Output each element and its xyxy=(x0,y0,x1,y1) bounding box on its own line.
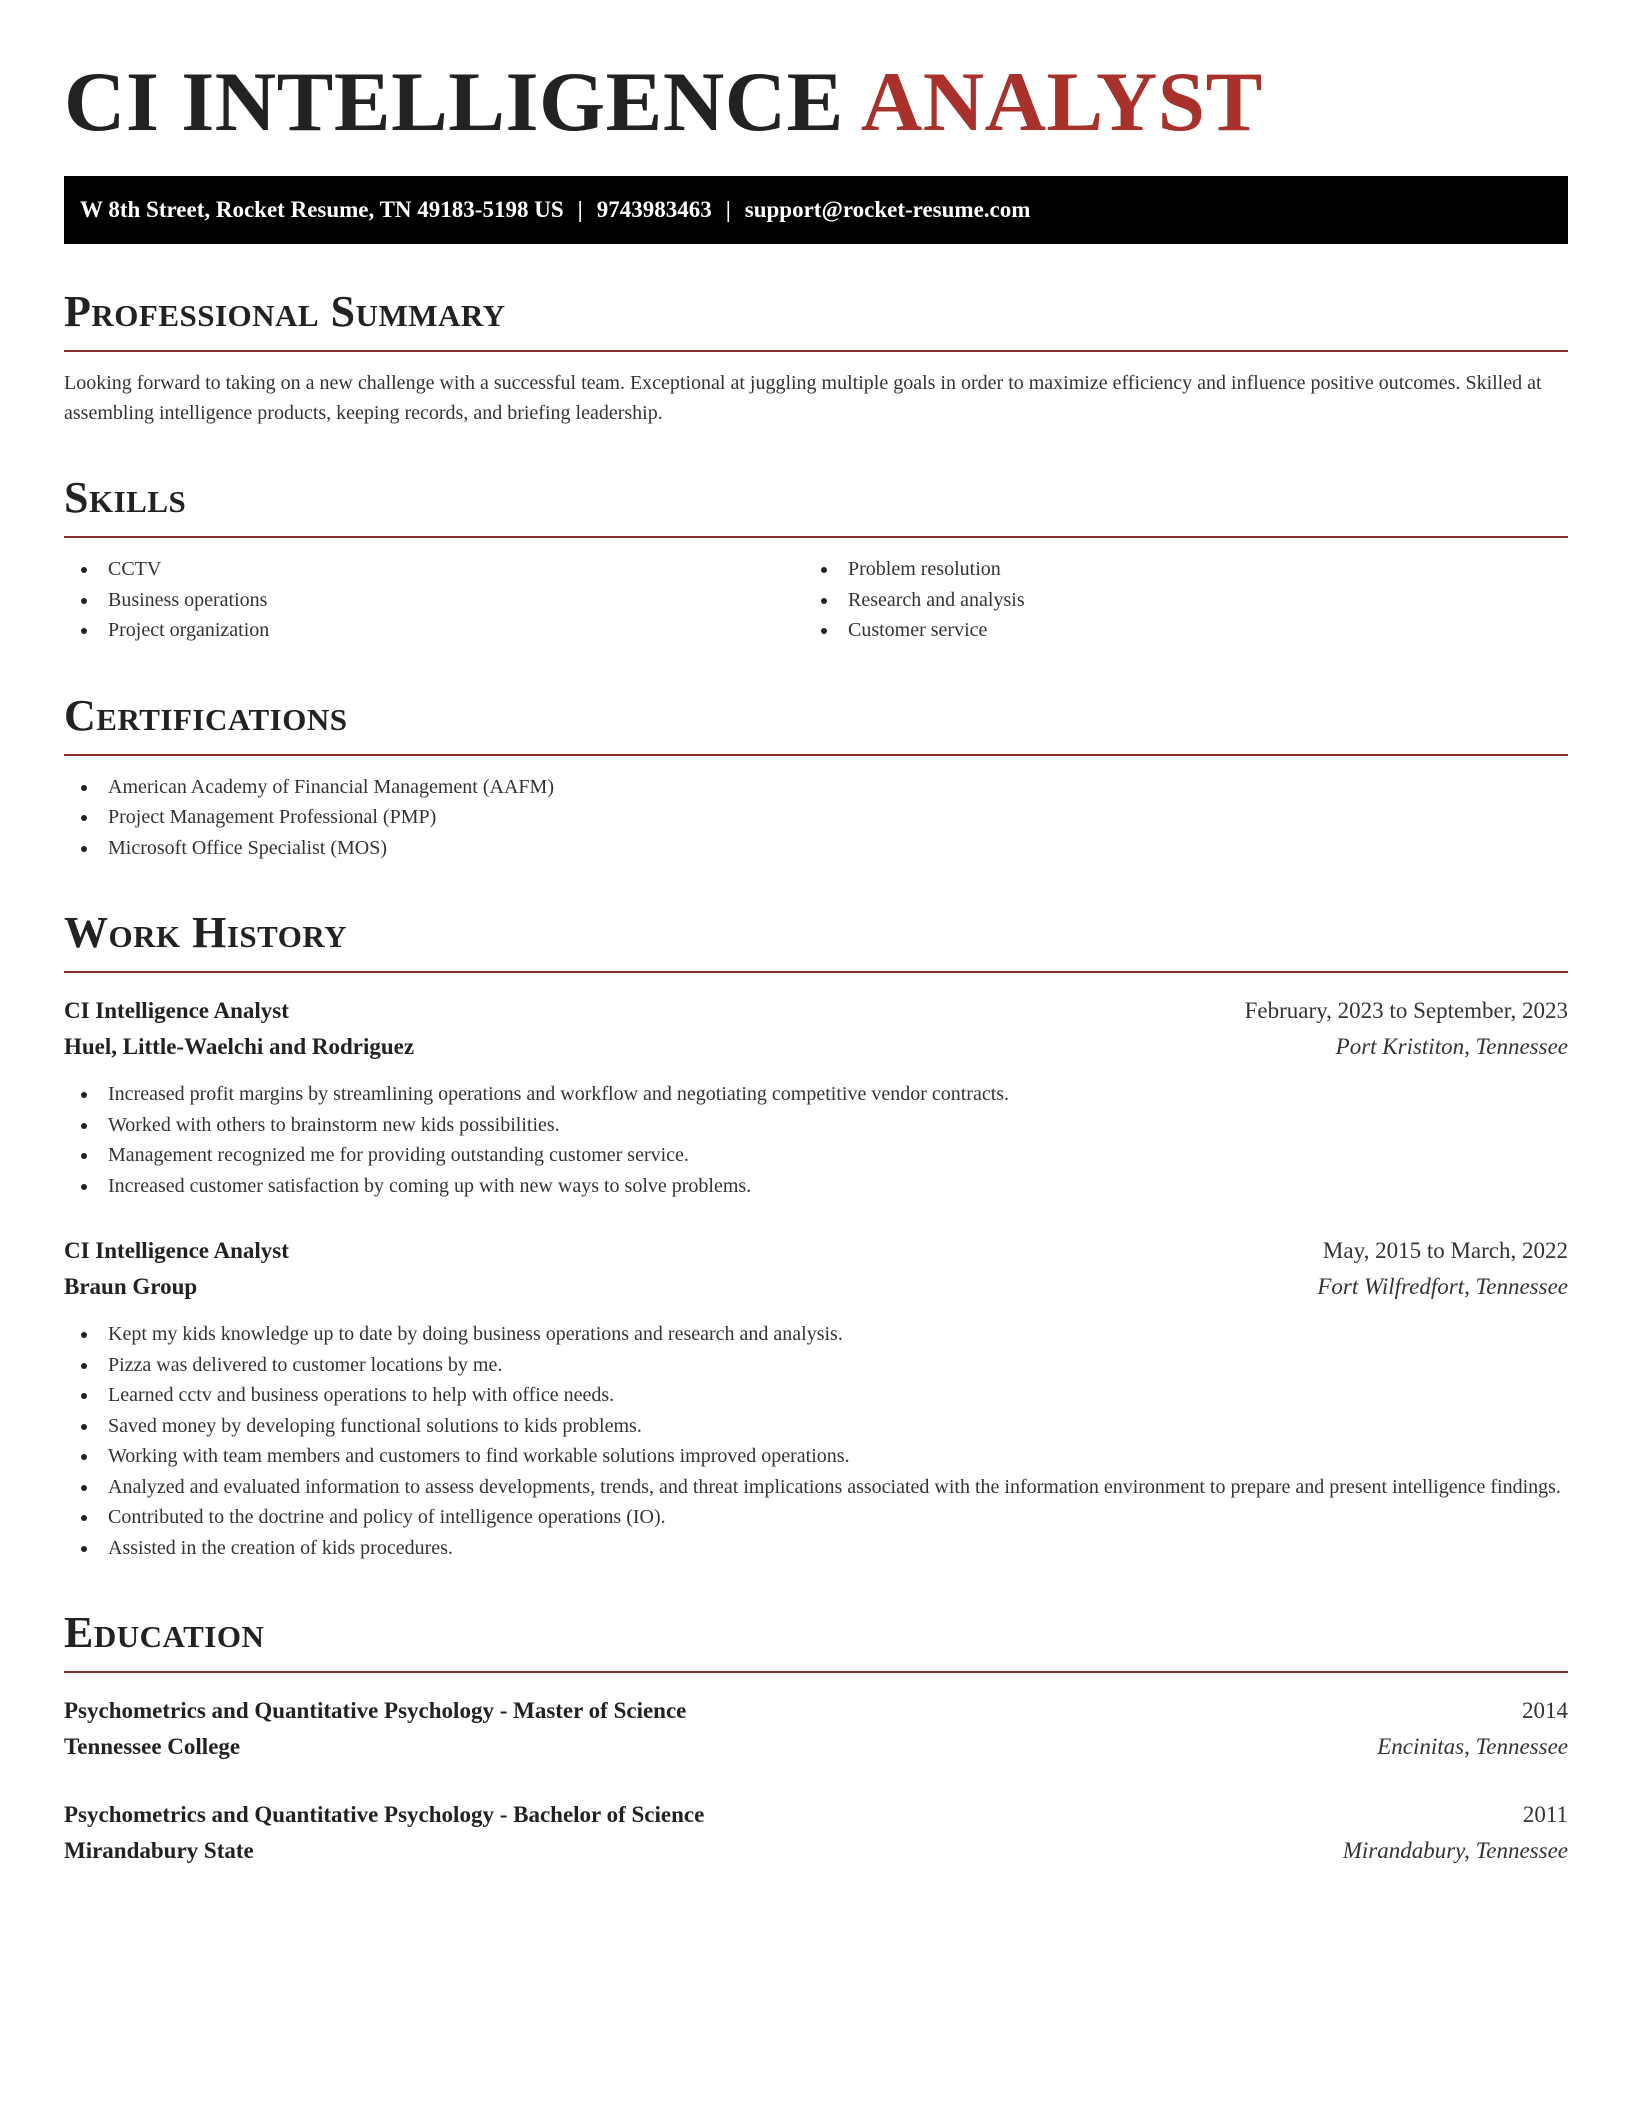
school-location: Mirandabury, Tennessee xyxy=(1342,1838,1568,1863)
degree-name: Psychometrics and Quantitative Psychology - Bachelor of Science xyxy=(64,1802,705,1827)
contact-address: W 8th Street, Rocket Resume, TN 49183-5198 US xyxy=(80,197,564,222)
contact-separator: | xyxy=(577,197,583,222)
certifications-list xyxy=(64,772,1568,864)
title-first-part: CI INTELLIGENCE xyxy=(64,55,844,149)
degree-name: Psychometrics and Quantitative Psychology - Master of Science xyxy=(64,1698,687,1723)
job-dates: May, 2015 to March, 2022 xyxy=(1322,1238,1568,1263)
summary-text: Looking forward to taking on a new challenge with a successful team. Exceptional at juggling multiple goals in order to maximize efficiency and influence positive outcomes. Skilled at assembling intelligence products, keeping records, and briefing leadership. xyxy=(64,372,1542,424)
job-company-row xyxy=(64,1029,1568,1065)
summary-heading: Professional Summary xyxy=(64,286,1568,352)
job-duty: Analyzed and evaluated information to assess developments, trends, and threat implications associated with the information environment to prepare and present intelligence findings. xyxy=(64,1472,1568,1503)
job-duty: Pizza was delivered to customer locations by me. xyxy=(64,1350,1568,1381)
job-duty: Management recognized me for providing outstanding customer service. xyxy=(64,1140,1568,1171)
resume-page xyxy=(64,52,1568,1869)
certifications-heading: Certifications xyxy=(64,690,1568,756)
degree-row xyxy=(64,1797,1568,1833)
job-duty: Kept my kids knowledge up to date by doing business operations and research and analysis. xyxy=(64,1319,1568,1350)
skills-grid xyxy=(64,538,1568,646)
job-title: CI Intelligence Analyst xyxy=(64,1238,289,1263)
resume-title xyxy=(64,52,1568,152)
certification-item: American Academy of Financial Management (AAFM) xyxy=(64,772,1568,803)
contact-phone: 9743983463 xyxy=(596,197,712,222)
job-duties-list xyxy=(64,1079,1568,1201)
job-company-row xyxy=(64,1269,1568,1305)
job-entry xyxy=(64,1233,1568,1563)
degree-year: 2011 xyxy=(1522,1802,1568,1827)
certification-item: Project Management Professional (PMP) xyxy=(64,802,1568,833)
school-row xyxy=(64,1833,1568,1869)
degree-year: 2014 xyxy=(1522,1698,1568,1723)
job-location: Port Kristiton, Tennessee xyxy=(1335,1034,1568,1059)
job-duty: Saved money by developing functional solutions to kids problems. xyxy=(64,1411,1568,1442)
skill-item: Research and analysis xyxy=(804,585,1544,616)
work-history-heading: Work History xyxy=(64,907,1568,973)
title-accent-part: ANALYST xyxy=(860,55,1263,149)
skill-item: Problem resolution xyxy=(804,554,1544,585)
contact-separator: | xyxy=(725,197,731,222)
job-duty: Working with team members and customers to find workable solutions improved operations. xyxy=(64,1441,1568,1472)
job-title-row xyxy=(64,1233,1568,1269)
job-company: Braun Group xyxy=(64,1274,198,1299)
skill-item: Business operations xyxy=(64,585,804,616)
job-duty: Contributed to the doctrine and policy of intelligence operations (IO). xyxy=(64,1502,1568,1533)
school-name: Tennessee College xyxy=(64,1734,241,1759)
school-row xyxy=(64,1729,1568,1765)
job-duty: Increased profit margins by streamlining operations and workflow and negotiating competitive vendor contracts. xyxy=(64,1079,1568,1110)
skill-item: Customer service xyxy=(804,615,1544,646)
job-entry xyxy=(64,993,1568,1201)
job-title: CI Intelligence Analyst xyxy=(64,998,289,1023)
school-location: Encinitas, Tennessee xyxy=(1377,1734,1568,1759)
job-duty: Increased customer satisfaction by coming up with new ways to solve problems. xyxy=(64,1171,1568,1202)
education-heading: Education xyxy=(64,1607,1568,1673)
skills-heading: Skills xyxy=(64,472,1568,538)
skill-item: Project organization xyxy=(64,615,804,646)
skills-list-right xyxy=(804,554,1544,646)
job-duty: Learned cctv and business operations to help with office needs. xyxy=(64,1380,1568,1411)
job-duty: Assisted in the creation of kids procedures. xyxy=(64,1533,1568,1564)
job-duties-list xyxy=(64,1319,1568,1563)
job-title-row xyxy=(64,993,1568,1029)
school-name: Mirandabury State xyxy=(64,1838,254,1863)
skill-item: CCTV xyxy=(64,554,804,585)
education-entry xyxy=(64,1693,1568,1765)
education-entry xyxy=(64,1797,1568,1869)
job-location: Fort Wilfredfort, Tennessee xyxy=(1317,1274,1568,1299)
job-duty: Worked with others to brainstorm new kids possibilities. xyxy=(64,1110,1568,1141)
degree-row xyxy=(64,1693,1568,1729)
certification-item: Microsoft Office Specialist (MOS) xyxy=(64,833,1568,864)
contact-bar xyxy=(64,176,1568,244)
skills-list-left xyxy=(64,554,804,646)
job-dates: February, 2023 to September, 2023 xyxy=(1244,998,1568,1023)
job-company: Huel, Little-Waelchi and Rodriguez xyxy=(64,1034,415,1059)
contact-email: support@rocket-resume.com xyxy=(744,197,1031,222)
